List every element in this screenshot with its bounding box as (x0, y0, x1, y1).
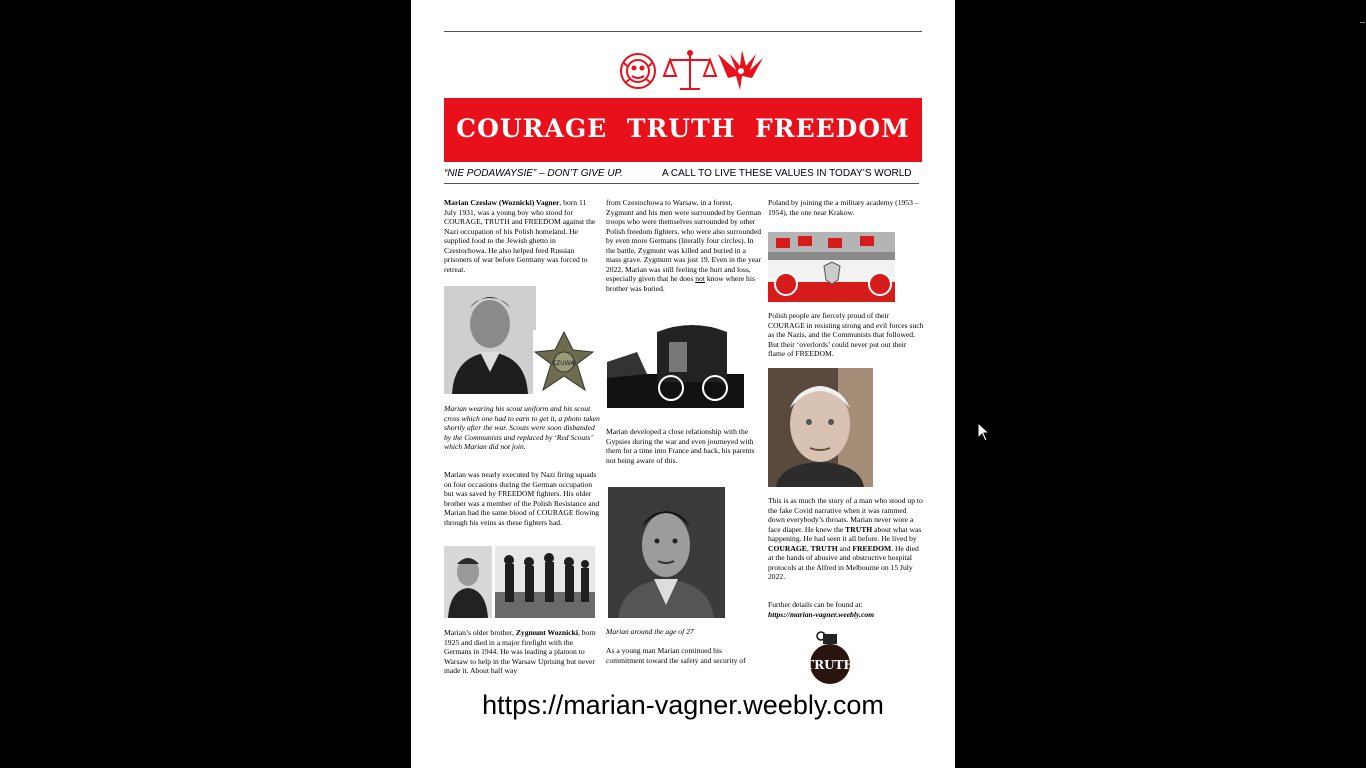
zygmunt-portrait-photo (444, 546, 492, 618)
truth-bold-2: TRUTH (810, 543, 838, 553)
col1-p3-a: Marian’s older brother, (444, 628, 516, 637)
col2-p2-text: Marian developed a close relationship with the Gypsies during the war and even journeyed with them for a time into France and back, his parents not being aware of this. (606, 427, 755, 465)
tagline-rule (444, 183, 919, 184)
marian-scout-photo (444, 286, 536, 394)
courage-bold: COURAGE (768, 543, 807, 553)
eagle-icon (718, 50, 763, 90)
col2-p1-a: from Czestochowa to Warsaw, in a forest, Zygmunt and his men were surrounded by German troops who were themselves surrounded by other Polish freedom fighters, who were also surrounded by even more Germans (literally four circles). In the battle, Zygmunt was killed and buried in a mass grave. Zygmunt was just 19. Even in the year 2022, Marian was still feeling the hurt and loss, especially given that he does (606, 198, 762, 283)
cross-label: CZUWAJ (551, 360, 577, 367)
marian-age-27-photo (608, 487, 725, 618)
footer-url[interactable]: https://marian-vagner.weebly.com (482, 690, 884, 720)
caption-scout-text: Marian wearing his scout uniform and his scout cross which one had to earn to get it, a photo taken shortly after the war. Scouts were soon disbanded by the Communists and replaced by ‘Red Scouts’ which Marian did not join. (444, 404, 600, 451)
zygmunt-name: Zygmunt Woznicki (515, 628, 578, 637)
col3-p3-c: , (806, 543, 811, 553)
truth-bold: TRUTH (845, 524, 873, 534)
col1-paragraph-2 (444, 470, 600, 527)
tagline-left: “NIE PODAWAYSIE” – DON’T GIVE UP. (444, 168, 623, 179)
emblem-icons (618, 44, 763, 94)
further-details (768, 600, 924, 619)
col1-paragraph-1 (444, 198, 600, 274)
col3-p2-text: Polish people are fiercely proud of their COURAGE in resisting strong and evil forces such as the Nazis, and the Communists that followed. But their ‘overlords’ could never put out their flame of FREEDOM. (768, 311, 924, 358)
col3-p1-text: Poland by joining the a military academy (1953 – 1954), the one near Krakow. (768, 198, 919, 217)
col3-p3-e: . He died at the hands of abusive and obstructive hospital protocols at the Alfred in Melbourne on 15 July 2022. (768, 543, 919, 581)
tagline-right: A CALL TO LIVE THESE VALUES IN TODAY’S WORLD (662, 168, 912, 179)
caption-scout (444, 404, 600, 452)
document-page (411, 0, 955, 768)
banner-title: COURAGE TRUTH FREEDOM (456, 114, 910, 143)
col2-p1-b: know where his brother was buried. (606, 274, 755, 293)
col1-p2-text: Marian was nearly executed by Nazi firing squads on four occasions during the German occupation but was saved by FREEDOM fighters. His older brother was a member of the Polish Resistance and Marian had the same blood of COURAGE flowing through his veins as these fighters had. (444, 470, 600, 527)
col3-p3-d: and (837, 543, 853, 553)
elderly-marian-photo (768, 368, 873, 487)
scales-icon (664, 51, 716, 89)
further-details-text: Further details can be found at: (768, 600, 863, 609)
header-banner (444, 32, 922, 162)
truth-grenade-icon (801, 628, 859, 686)
col2-p3-text: As a young man Marian continued his commitment toward the safety and security of (606, 646, 746, 665)
scout-cross-photo (533, 330, 595, 394)
mouse-cursor-icon (977, 422, 990, 442)
col1-p1-text: , born 11 July 1931, was a young boy who stood for COURAGE, TRUTH and FREEDOM against the Nazi occupation of his Polish homeland. He supplied food to the Jewish ghetto in Czestochowa. He also helped feed Russian prisoners of war before Germany was forced to retreat. (444, 198, 596, 274)
gypsy-wagon-photo (607, 322, 744, 408)
col2-not-underlined: not (695, 274, 705, 283)
col2-paragraph-2 (606, 427, 761, 465)
website-link[interactable]: https://marian-vagner.weebly.com (768, 609, 875, 619)
col3-paragraph-1 (768, 198, 924, 217)
col3-paragraph-2 (768, 311, 924, 359)
caption-age-27 (606, 627, 761, 637)
protest-banner-photo (768, 232, 895, 302)
col1-p3-b: , born 1925 and died in a major firefight with the Germans in 1944. He was leading a platoon to Warsaw to help in the Warsaw Uprising but never made it. About half way (444, 628, 596, 675)
caption-age-27-text: Marian around the age of 27 (606, 627, 694, 636)
col2-paragraph-3 (606, 646, 761, 665)
marian-name: Marian Czeslaw (Woznicki) Vagner (444, 198, 560, 207)
lion-icon (621, 54, 655, 88)
col3-p3-b: about what was happening. He had seen it all before. He lived by (768, 524, 922, 543)
corner-marker (1360, 22, 1365, 23)
grenade-label: TRUTH (805, 658, 855, 672)
col3-p3-a: This is as much the story of a man who stood up to the fake Covid narrative when it was rammed down everybody’s throats. Marian never wore a face diaper. He knew the (768, 496, 923, 534)
freedom-bold: FREEDOM (852, 543, 892, 553)
col2-paragraph-1 (606, 198, 761, 293)
col3-paragraph-3 (768, 496, 924, 582)
resistance-fighters-photo (495, 546, 595, 618)
col1-paragraph-3 (444, 628, 600, 676)
